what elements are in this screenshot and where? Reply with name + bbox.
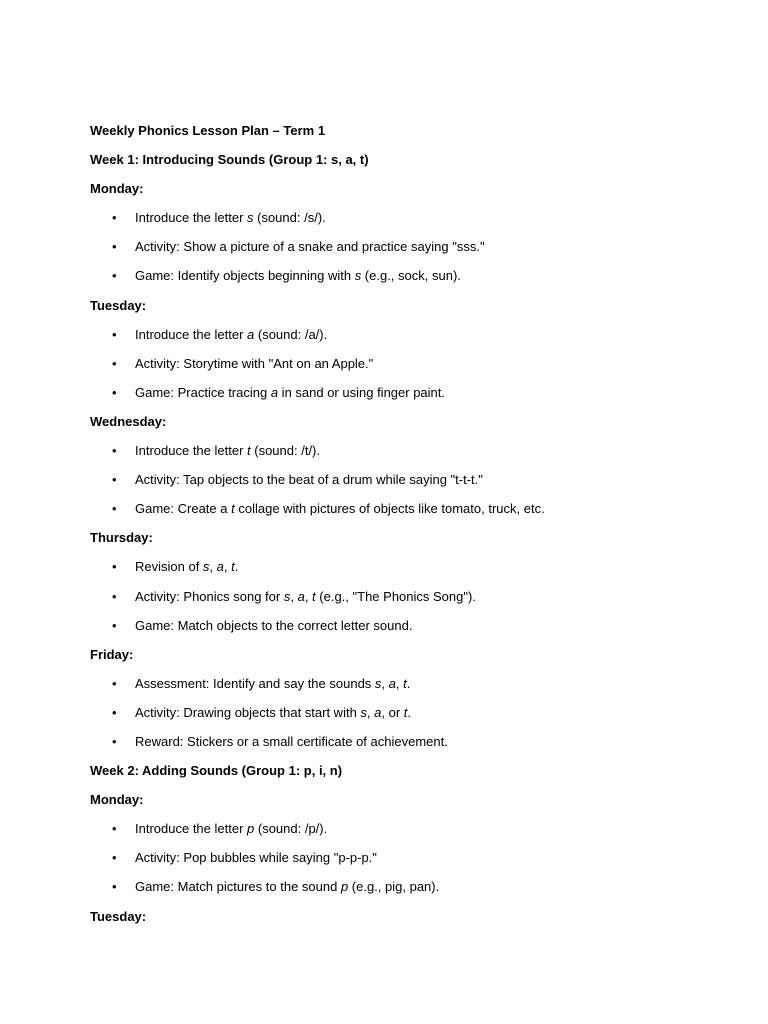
text-segment: Introduce the letter	[135, 821, 248, 837]
text-segment: ,	[290, 588, 298, 604]
list-item	[90, 383, 710, 412]
text-segment: Tuesday:	[90, 908, 147, 924]
list-item	[90, 877, 710, 906]
italic-letter: s	[360, 704, 367, 720]
bullet-icon: •	[112, 879, 117, 895]
text-segment: (sound: /t/).	[250, 443, 321, 459]
text-segment: .	[406, 675, 411, 691]
italic-letter: s	[247, 210, 254, 226]
section-heading	[90, 150, 710, 179]
list-item	[90, 499, 710, 528]
text-segment: Game: Create a	[135, 501, 232, 517]
bullet-icon: •	[112, 617, 117, 633]
italic-letter: t	[247, 443, 251, 459]
text-segment: in sand or using finger paint.	[278, 384, 445, 400]
text-segment: .	[407, 704, 412, 720]
section-heading	[90, 790, 710, 819]
italic-letter: a	[297, 588, 305, 604]
text-segment: Activity: Tap objects to the beat of a drum while saying "t-t-t."	[135, 472, 483, 488]
bullet-icon: •	[112, 588, 117, 604]
text-segment: (e.g., "The Phonics Song").	[315, 588, 476, 604]
text-segment: Thursday:	[90, 530, 153, 546]
bullet-icon: •	[112, 384, 117, 400]
italic-letter: a	[247, 326, 255, 342]
text-segment: Monday:	[90, 792, 144, 808]
text-segment: (e.g., pig, pan).	[348, 879, 440, 895]
text-segment: (sound: /s/).	[253, 210, 326, 226]
list-item	[90, 237, 710, 266]
text-segment: Week 1: Introducing Sounds (Group 1: s, a, t)	[90, 152, 369, 168]
list-item	[90, 703, 710, 732]
text-segment: Wednesday:	[90, 413, 167, 429]
italic-letter: t	[312, 588, 316, 604]
text-segment: Game: Match pictures to the sound	[135, 879, 341, 895]
bullet-icon: •	[112, 268, 117, 284]
bullet-icon: •	[112, 850, 117, 866]
list-item	[90, 266, 710, 295]
section-heading	[90, 412, 710, 441]
italic-letter: t	[231, 501, 235, 517]
text-segment: (sound: /p/).	[254, 821, 328, 837]
text-segment: Introduce the letter	[135, 326, 248, 342]
italic-letter: s	[354, 268, 362, 284]
bullet-icon: •	[112, 704, 117, 720]
section-heading	[90, 761, 710, 790]
italic-letter: a	[216, 559, 224, 575]
text-segment: Activity: Drawing objects that start with	[135, 704, 361, 720]
text-segment: Activity: Pop bubbles while saying "p-p-p."	[135, 850, 377, 866]
text-segment: Tuesday:	[90, 297, 147, 313]
list-item	[90, 848, 710, 877]
document-blocks	[90, 150, 710, 936]
document-title: Weekly Phonics Lesson Plan – Term 1	[90, 123, 326, 138]
text-segment: Game: Identify objects beginning with	[135, 268, 355, 284]
text-segment: Reward: Stickers or a small certificate of achievement.	[135, 733, 448, 749]
bullet-icon: •	[112, 501, 117, 517]
bullet-icon: •	[112, 326, 117, 342]
text-segment: Game: Practice tracing	[135, 384, 271, 400]
text-segment: (e.g., sock, sun).	[361, 268, 461, 284]
list-item	[90, 208, 710, 237]
text-segment: ,	[304, 588, 313, 604]
bullet-icon: •	[112, 443, 117, 459]
bullet-icon: •	[112, 472, 117, 488]
text-segment: Game: Match objects to the correct letter sound.	[135, 617, 413, 633]
list-item	[90, 441, 710, 470]
list-item	[90, 557, 710, 586]
text-segment: Introduce the letter	[135, 443, 248, 459]
italic-letter: p	[247, 821, 255, 837]
list-item	[90, 325, 710, 354]
italic-letter: s	[283, 588, 291, 604]
text-segment: Activity: Storytime with "Ant on an Apple."	[135, 355, 374, 371]
bullet-icon: •	[112, 239, 117, 255]
text-segment: (sound: /a/).	[254, 326, 328, 342]
section-heading	[90, 528, 710, 557]
italic-letter: p	[340, 879, 349, 895]
text-segment: Activity: Phonics song for	[135, 588, 284, 604]
text-segment: Assessment: Identify and say the sounds	[135, 675, 375, 691]
bullet-icon: •	[112, 559, 117, 575]
text-segment: ,	[209, 559, 217, 575]
italic-letter: s	[374, 675, 382, 691]
list-item	[90, 587, 710, 616]
text-segment: Friday:	[90, 646, 134, 662]
bullet-icon: •	[112, 210, 117, 226]
list-item	[90, 470, 710, 499]
text-segment: Week 2: Adding Sounds (Group 1: p, i, n)	[90, 763, 343, 779]
italic-letter: a	[374, 704, 382, 720]
italic-letter: s	[202, 559, 210, 575]
text-segment: Introduce the letter	[135, 210, 248, 226]
list-item	[90, 616, 710, 645]
text-segment: , or	[381, 704, 404, 720]
italic-letter: t	[403, 675, 407, 691]
bullet-icon: •	[112, 355, 117, 371]
section-heading	[90, 296, 710, 325]
text-segment: collage with pictures of objects like tomato, truck, etc.	[234, 501, 545, 517]
italic-letter: a	[270, 384, 279, 400]
text-segment: Activity: Show a picture of a snake and practice saying "sss."	[135, 239, 485, 255]
bullet-icon: •	[112, 821, 117, 837]
text-segment: ,	[395, 675, 404, 691]
text-segment: Revision of	[135, 559, 203, 575]
text-segment: ,	[366, 704, 375, 720]
text-segment: .	[234, 559, 239, 575]
italic-letter: t	[231, 559, 235, 575]
section-heading	[90, 645, 710, 674]
section-heading	[90, 179, 710, 208]
list-item	[90, 354, 710, 383]
document-body	[90, 121, 710, 936]
text-segment: ,	[381, 675, 389, 691]
bullet-icon: •	[112, 733, 117, 749]
text-segment: ,	[223, 559, 232, 575]
text-segment: Monday:	[90, 181, 144, 197]
italic-letter: t	[403, 704, 408, 720]
section-heading	[90, 907, 710, 936]
list-item	[90, 674, 710, 703]
list-item	[90, 732, 710, 761]
list-item	[90, 819, 710, 848]
bullet-icon: •	[112, 675, 117, 691]
italic-letter: a	[388, 675, 396, 691]
